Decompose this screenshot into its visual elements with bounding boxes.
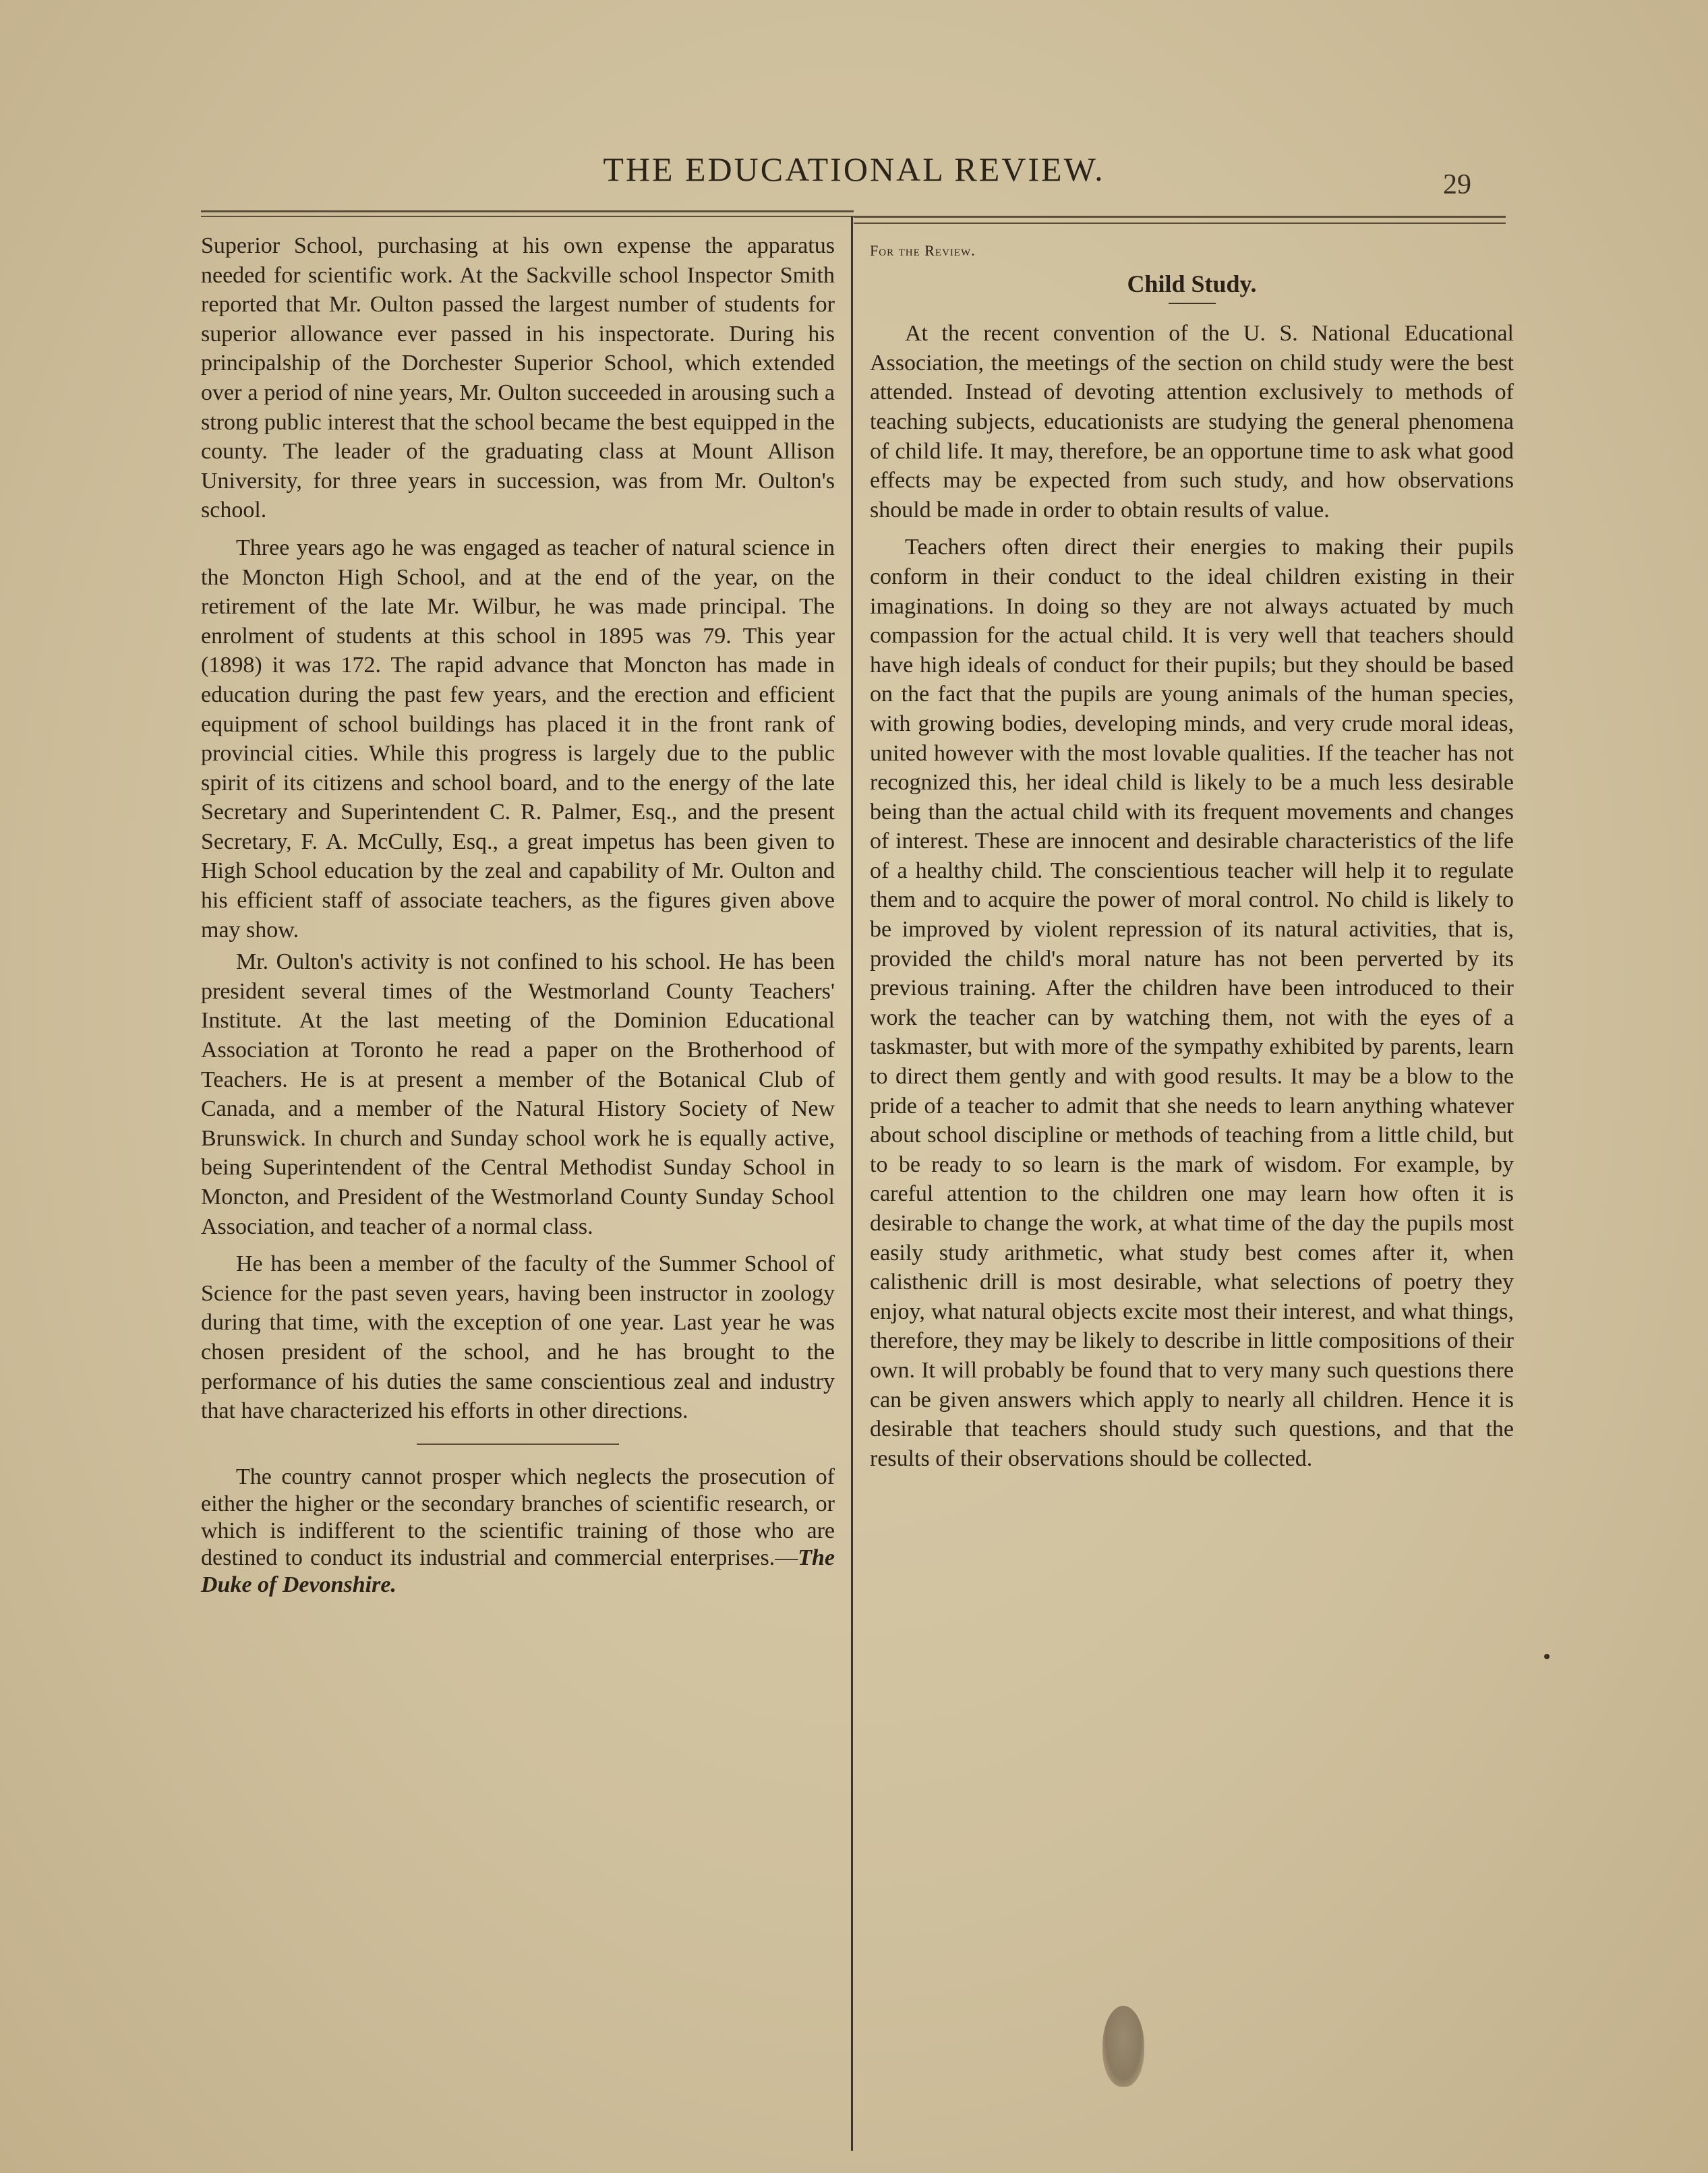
header-rule-right-bottom bbox=[854, 222, 1506, 224]
stray-dot bbox=[1544, 1654, 1550, 1659]
left-paragraph-2: Three years ago he was engaged as teacher of natural science in the Moncton High School, and at the end of the year, on the retirement of the late Mr. Wilbur, he was made principal. The enrolment of students at this school in 1895 was 79. This year (1898) it was 172. The rapid advance that Moncton has made in education during the past few years, and the erection and efficient equipment of school buildings has placed it in the front rank of provincial cities. While this progress is largely due to the public spirit of its citizens and school board, and to the energy of the late Secretary and Superintendent C. R. Palmer, Esq., and the present Secretary, F. A. McCully, Esq., a great impetus has been given to High School education by the zeal and capability of Mr. Oulton and his efficient staff of associate teachers, as the figures given above may show. bbox=[201, 535, 835, 943]
right-paragraph-1: At the recent convention of the U. S. National Educational Association, the meetings of the section on child study were the best attended. Instead of devoting attention exclusively to methods of teaching subjects, educationists are studying the general phenomena of child life. It may, therefore, be an opportune time to ask what good effects may be expected from such study, and how observations should be made in order to obtain results of value. bbox=[870, 321, 1514, 523]
header-rule-left-top bbox=[201, 210, 854, 212]
left-column bbox=[201, 231, 835, 1599]
quote-attribution: The Duke of Devonshire. bbox=[201, 1545, 835, 1597]
left-paragraph-4: He has been a member of the faculty of the Summer School of Science for the past seven years, having been instructor in zoology during that time, with the exception of one year. Last year he was chosen president of the school, and he has brought to the performance of his duties the same conscientious zeal and industry that have characterized his efforts in other directions. bbox=[201, 1251, 835, 1424]
header-rule-right-top bbox=[854, 216, 1506, 218]
article-source: For the Review. bbox=[870, 242, 976, 259]
page-header-title: THE EDUCATIONAL REVIEW. bbox=[603, 150, 1105, 188]
right-paragraph-2: Teachers often direct their energies to making their pupils conform in their conduct to the ideal children existing in their imaginations. In doing so they are not always actuated by much compassion for the actual child. It is very well that teachers should have high ideals of conduct for their pupils; but they should be based on the fact that the pupils are young animals of the human species, with growing bodies, developing minds, and very crude moral ideas, united however with the most lovable qualities. If the teacher has not recognized this, her ideal child is likely to be a much less desirable being than the actual child with its frequent movements and changes of interest. These are innocent and desirable characteristics of the life of a healthy child. The conscientious teacher will help it to regulate them and to acquire the power of moral control. No child is likely to be improved by violent repression of its natural activities, that is, provided the child's moral nature has not been perverted by its previous training. After the children have been introduced to their work the teacher can by watching them, not with the eyes of a taskmaster, but with more of the sympathy exhibited by parents, learn to direct them gently and with good results. It may be a blow to the pride of a teacher to admit that she needs to learn anything whatever about school discipline or methods of teaching from a little child, but to be ready to so learn is the mark of wisdom. For example, by careful attention to the children one may learn how often it is desirable to change the work, at what time of the day the pupils most easily study arithmetic, what study best comes after it, when calisthenic drill is most desirable, what selections of poetry they enjoy, what natural objects excite most their interest, and what things, therefore, they may be likely to describe in little compositions of their own. It will probably be found that to very many such questions there can be given answers which apply to nearly all children. Hence it is desirable that teachers should study such questions, and that the results of their observations should be collected. bbox=[870, 535, 1514, 1471]
column-divider bbox=[851, 216, 853, 2151]
header-rule-left-bottom bbox=[201, 216, 854, 217]
section-divider-rule bbox=[417, 1443, 619, 1445]
left-paragraph-1: Superior School, purchasing at his own expense the apparatus needed for scientific work. At the Sackville school Inspector Smith reported that Mr. Oulton passed the largest number of students for superior allowance ever passed in his inspectorate. During his principalship of the Dorchester Superior School, which extended over a period of nine years, Mr. Oulton succeeded in arousing such a strong public interest that the school became the best equipped in the county. The leader of the graduating class at Mount Allison University, for three years in succession, was from Mr. Oulton's school. bbox=[201, 233, 835, 523]
page-number: 29 bbox=[1443, 169, 1471, 200]
article-title: Child Study. bbox=[1127, 270, 1257, 297]
title-rule bbox=[1169, 303, 1216, 304]
left-paragraph-3: Mr. Oulton's activity is not confined to his school. He has been president several times of the Westmorland County Teachers' Institute. At the last meeting of the Dominion Educational Association at Toronto he read a paper on the Brotherhood of Teachers. He is at present a member of the Botanical Club of Canada, and a member of the Natural History Society of New Brunswick. In church and Sunday school work he is equally active, being Superintendent of the Central Methodist Sunday School in Moncton, and President of the Westmorland County Sunday School Association, and teacher of a normal class. bbox=[201, 949, 835, 1239]
ink-blot bbox=[1102, 2006, 1144, 2087]
quote-text: The country cannot prosper which neglects the prosecution of either the higher or the secondary branches of scientific research, or which is indifferent to the scientific training of those who are destined to conduct its industrial and commercial enterprises.— bbox=[201, 1464, 835, 1570]
quote-paragraph bbox=[201, 1464, 835, 1599]
right-column bbox=[870, 236, 1514, 1473]
